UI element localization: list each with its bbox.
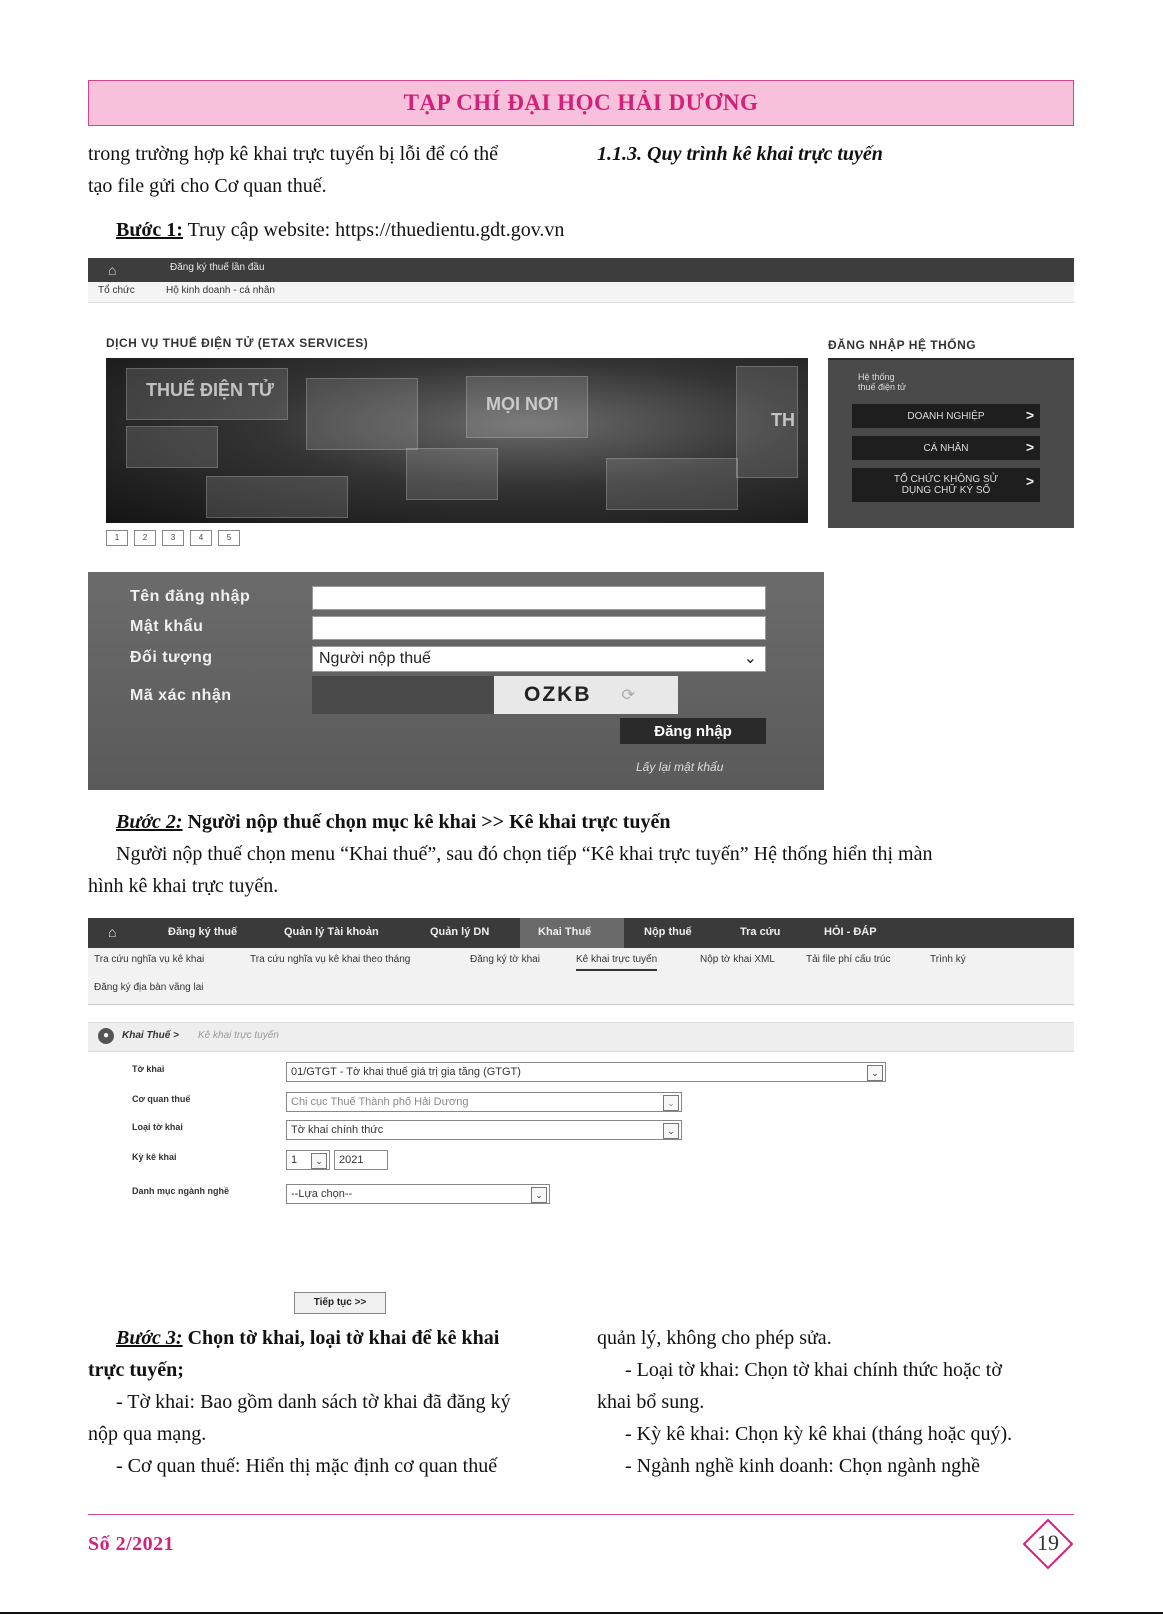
journal-title: TẠP CHÍ ĐẠI HỌC HẢI DƯƠNG bbox=[403, 90, 759, 115]
page-bottom-rule bbox=[0, 1612, 1163, 1614]
step3-left-line1: - Tờ khai: Bao gồm danh sách tờ khai đã đăng ký bbox=[116, 1391, 511, 1413]
nav-item-declare[interactable]: Khai Thuế bbox=[538, 926, 592, 938]
etax-homepage-screenshot bbox=[88, 258, 1074, 558]
banner-word-partial: TH bbox=[771, 410, 795, 430]
login-form-screenshot bbox=[88, 572, 824, 790]
footer-divider bbox=[88, 1514, 1074, 1515]
subnav-download-structure[interactable]: Tải file phí cấu trúc bbox=[806, 954, 891, 965]
submenu-org[interactable]: Tổ chức bbox=[98, 285, 135, 296]
online-declaration-screenshot bbox=[88, 918, 1074, 1328]
period-year-value: 2021 bbox=[339, 1154, 364, 1166]
breadcrumb-current: Kê khai trực tuyến bbox=[198, 1030, 279, 1041]
login-system-box bbox=[828, 358, 1074, 528]
banner-word-etax: THUẾ ĐIỆN TỬ bbox=[146, 380, 274, 400]
step3-right-line4: - Kỳ kê khai: Chọn kỳ kê khai (tháng hoặc quý). bbox=[625, 1423, 1013, 1445]
type-label: Loại tờ khai bbox=[132, 1122, 183, 1132]
subnav-online-declare[interactable]: Kê khai trực tuyến bbox=[576, 954, 657, 971]
industry-select-value: --Lựa chọn-- bbox=[291, 1188, 353, 1200]
org-login-label-line1: TỔ CHỨC KHÔNG SỬ bbox=[893, 474, 999, 485]
continue-button[interactable]: Tiếp tục >> bbox=[294, 1292, 386, 1314]
chevron-down-icon: ⌄ bbox=[663, 1123, 679, 1139]
nav-item-pay[interactable]: Nộp thuế bbox=[644, 926, 692, 938]
form-label: Tờ khai bbox=[132, 1064, 165, 1074]
etax-services-title: DỊCH VỤ THUẾ ĐIỆN TỬ (ETAX SERVICES) bbox=[106, 336, 369, 350]
home-icon[interactable]: ⌂ bbox=[108, 262, 117, 278]
intro-left-line1: trong trường hợp kê khai trực tuyến bị lỗi để có thể bbox=[88, 143, 498, 165]
home-icon[interactable]: ⌂ bbox=[108, 924, 117, 940]
step3-right-line3: khai bổ sung. bbox=[597, 1391, 705, 1413]
captcha-label: Mã xác nhận bbox=[130, 687, 232, 704]
chevron-down-icon: ⌄ bbox=[531, 1187, 547, 1203]
step2-line1: Người nộp thuế chọn menu “Khai thuế”, sau đó chọn tiếp “Kê khai trực tuyến” Hệ thống hiển thị màn bbox=[116, 843, 933, 865]
intro-left-line2: tạo file gửi cho Cơ quan thuế. bbox=[88, 175, 327, 197]
username-input[interactable] bbox=[312, 586, 766, 610]
step3-right-line2: - Loại tờ khai: Chọn tờ khai chính thức hoặc tờ bbox=[625, 1359, 1002, 1381]
login-caption-line1: Hệ thống bbox=[858, 372, 895, 382]
form-select[interactable] bbox=[286, 1062, 886, 1082]
nav-item-lookup[interactable]: Tra cứu bbox=[740, 926, 781, 938]
issue-number: Số 2/2021 bbox=[88, 1533, 175, 1555]
page-number-badge bbox=[1022, 1518, 1074, 1570]
subject-select[interactable] bbox=[312, 646, 766, 672]
personal-login-button[interactable] bbox=[852, 436, 1040, 460]
subnav-submit-xml[interactable]: Nộp tờ khai XML bbox=[700, 954, 775, 965]
industry-select[interactable] bbox=[286, 1184, 550, 1204]
nav-item-faq[interactable]: HỎI - ĐÁP bbox=[824, 926, 877, 938]
period-year-input[interactable] bbox=[334, 1150, 388, 1170]
etax-submenu bbox=[88, 282, 1074, 303]
username-label: Tên đăng nhập bbox=[130, 588, 251, 605]
login-submit-button[interactable]: Đăng nhập bbox=[620, 718, 766, 744]
subject-label: Đối tượng bbox=[130, 649, 213, 666]
journal-header bbox=[88, 80, 1074, 126]
agency-label: Cơ quan thuế bbox=[132, 1094, 191, 1104]
main-nav bbox=[88, 918, 1074, 948]
step3-title-part2: trực tuyến; bbox=[88, 1359, 184, 1381]
step2-label: Bước 2: bbox=[116, 811, 183, 833]
password-input[interactable] bbox=[312, 616, 766, 640]
login-caption bbox=[858, 372, 906, 392]
captcha-code: OZKB bbox=[524, 683, 592, 706]
step1-text: Truy cập website: https://thuedientu.gdt.gov.vn bbox=[187, 219, 565, 241]
step3-label: Bước 3: bbox=[116, 1327, 183, 1349]
subnav-register-form[interactable]: Đăng ký tờ khai bbox=[470, 954, 540, 965]
breadcrumb-declare[interactable]: Khai Thuế > bbox=[122, 1030, 179, 1041]
period-label: Kỳ kê khai bbox=[132, 1152, 177, 1162]
etax-topbar bbox=[88, 258, 1074, 282]
step3-left-line3: - Cơ quan thuế: Hiển thị mặc định cơ quan thuế bbox=[116, 1455, 498, 1477]
form-select-value: 01/GTGT - Tờ khai thuế giá trị gia tăng (GTGT) bbox=[291, 1066, 521, 1078]
step2-title: Người nộp thuế chọn mục kê khai >> Kê khai trực tuyến bbox=[187, 811, 671, 833]
chevron-right-icon: > bbox=[1025, 439, 1034, 455]
org-login-label-line2: DỤNG CHỮ KÝ SỐ bbox=[901, 485, 991, 496]
step2-heading bbox=[116, 806, 671, 838]
industry-label: Danh mục ngành nghề bbox=[132, 1186, 230, 1196]
subject-select-value: Người nộp thuế bbox=[319, 650, 431, 667]
password-label: Mật khẩu bbox=[130, 618, 204, 635]
chevron-right-icon: > bbox=[1025, 407, 1034, 423]
refresh-icon[interactable]: ⟳ bbox=[621, 687, 635, 704]
chevron-down-icon: ⌄ bbox=[743, 650, 757, 667]
banner-word-everywhere: MỌI NƠI bbox=[486, 394, 559, 414]
slide-dot[interactable]: 4 bbox=[190, 530, 212, 546]
agency-select-value: Chi cục Thuế Thành phố Hải Dương bbox=[291, 1096, 469, 1108]
section-heading: 1.1.3. Quy trình kê khai trực tuyến bbox=[597, 143, 883, 165]
subnav-sign[interactable]: Trình ký bbox=[930, 954, 966, 965]
step1-line bbox=[116, 214, 564, 246]
period-month-value: 1 bbox=[291, 1154, 298, 1166]
submenu-personal[interactable]: Hộ kinh doanh - cá nhân bbox=[166, 285, 275, 296]
step2-line2: hình kê khai trực tuyến. bbox=[88, 875, 279, 897]
login-caption-line2: thuế điện tử bbox=[858, 382, 907, 392]
chevron-right-icon: > bbox=[1025, 473, 1034, 489]
step3-right-line5: - Ngành nghề kinh doanh: Chọn ngành nghề bbox=[625, 1455, 980, 1477]
page-number: 19 bbox=[1037, 1530, 1059, 1555]
personal-login-label: CÁ NHÂN bbox=[923, 442, 969, 454]
topbar-register-link[interactable]: Đăng ký thuế lần đầu bbox=[170, 262, 265, 273]
chevron-down-icon: ⌄ bbox=[867, 1065, 883, 1081]
captcha-input[interactable] bbox=[312, 676, 494, 714]
etax-banner bbox=[106, 358, 808, 523]
slide-dot[interactable]: 1 bbox=[106, 530, 128, 546]
subnav-lookup-monthly[interactable]: Tra cứu nghĩa vụ kê khai theo tháng bbox=[250, 954, 411, 965]
org-no-signature-login-button[interactable] bbox=[852, 468, 1040, 502]
step3-title-part1: Chọn tờ khai, loại tờ khai để kê khai bbox=[187, 1327, 500, 1349]
breadcrumb bbox=[88, 1022, 1074, 1052]
login-system-title: ĐĂNG NHẬP HỆ THỐNG bbox=[828, 338, 977, 352]
captcha-image bbox=[494, 676, 678, 714]
chevron-down-icon: ⌄ bbox=[663, 1095, 679, 1111]
business-login-label: DOANH NGHIỆP bbox=[907, 410, 985, 422]
nav-item-register[interactable]: Đăng ký thuế bbox=[168, 926, 238, 938]
period-month-select[interactable] bbox=[286, 1150, 330, 1170]
forgot-password-link[interactable]: Lấy lại mật khẩu bbox=[636, 760, 724, 774]
globe-icon: ● bbox=[98, 1028, 114, 1044]
nav-item-account[interactable]: Quản lý Tài khoản bbox=[284, 926, 379, 938]
step1-label: Bước 1: bbox=[116, 219, 183, 241]
agency-select[interactable] bbox=[286, 1092, 682, 1112]
slide-dot[interactable]: 3 bbox=[162, 530, 184, 546]
chevron-down-icon: ⌄ bbox=[311, 1153, 327, 1169]
step3-right-line1: quản lý, không cho phép sửa. bbox=[597, 1327, 832, 1349]
type-select-value: Tờ khai chính thức bbox=[291, 1124, 384, 1136]
slide-dot[interactable]: 5 bbox=[218, 530, 240, 546]
business-login-button[interactable] bbox=[852, 404, 1040, 428]
subnav-register-area[interactable]: Đăng ký địa bàn vãng lai bbox=[94, 982, 204, 993]
nav-item-business[interactable]: Quản lý DN bbox=[430, 926, 490, 938]
slide-dot[interactable]: 2 bbox=[134, 530, 156, 546]
type-select[interactable] bbox=[286, 1120, 682, 1140]
subnav-lookup-obligation[interactable]: Tra cứu nghĩa vụ kê khai bbox=[94, 954, 205, 965]
sub-nav bbox=[88, 948, 1074, 1005]
step3-left-line2: nộp qua mạng. bbox=[88, 1423, 207, 1445]
step3-heading bbox=[116, 1322, 499, 1354]
